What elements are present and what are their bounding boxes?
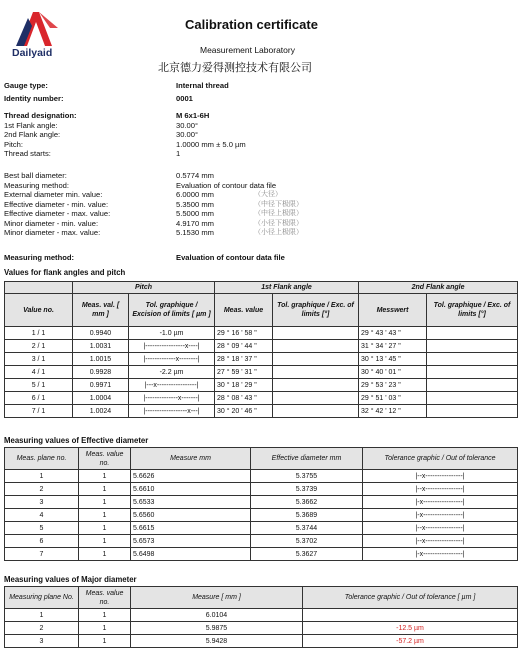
- effective-cell: 5.3702: [251, 535, 363, 548]
- flank-cell: [427, 379, 518, 392]
- company-name: 北京德力爱得测控技术有限公司: [158, 61, 312, 74]
- flank-table: [4, 281, 518, 418]
- effective-cell: 1: [79, 535, 131, 548]
- flank-col-header: Tol. graphique / Exc. of limits [°]: [273, 294, 359, 327]
- effective-cell: 1: [79, 522, 131, 535]
- table-row: [5, 622, 518, 635]
- effective-cell: 5.6610: [131, 483, 251, 496]
- flank-cell: [273, 379, 359, 392]
- major-col-header: Tolerance graphic / Out of tolerance [ µm ]: [303, 587, 518, 609]
- info-label: External diameter min. value:: [4, 190, 103, 199]
- flank-cell: [273, 405, 359, 418]
- effective-cell: 1: [79, 496, 131, 509]
- flank-cell: 1.0015: [73, 353, 129, 366]
- effective-cell: 1: [79, 509, 131, 522]
- effective-cell: 2: [5, 483, 79, 496]
- flank-cell: [273, 340, 359, 353]
- logo-name: Dailyaid: [12, 47, 53, 59]
- info-value: 0001: [176, 94, 193, 103]
- effective-cell: 5: [5, 522, 79, 535]
- effective-cell: 5.6533: [131, 496, 251, 509]
- table-row: [5, 509, 518, 522]
- info-row: [4, 149, 514, 160]
- flank-cell: 1 / 1: [5, 327, 73, 340]
- major-cell: [303, 609, 518, 622]
- flank-cell: |---x-----------------|: [129, 379, 215, 392]
- flank-col-header: Meas. val. [ mm ]: [73, 294, 129, 327]
- effective-cell: 3: [5, 496, 79, 509]
- table-row: [5, 405, 518, 418]
- effective-cell: |--x----------------|: [363, 470, 518, 483]
- effective-cell: 5.6498: [131, 548, 251, 561]
- major-cell: 1: [5, 609, 79, 622]
- flank-col-header: Meas. value: [215, 294, 273, 327]
- major-cell: 1: [79, 635, 131, 648]
- major-cell: 5.9875: [131, 622, 303, 635]
- flank-cell: [273, 392, 359, 405]
- flank-cell: [427, 340, 518, 353]
- table-row: [5, 483, 518, 496]
- major-col-header: Measuring plane No.: [5, 587, 79, 609]
- info-value: 5.1530 mm: [176, 228, 214, 237]
- flank-blank-head: [5, 282, 73, 294]
- effective-cell: 5.3744: [251, 522, 363, 535]
- effective-cell: |--x----------------|: [363, 522, 518, 535]
- info-note: （中径上极限）: [254, 210, 303, 217]
- effective-cell: 5.3755: [251, 470, 363, 483]
- logo-mark-icon: [6, 6, 66, 48]
- effective-cell: 1: [79, 548, 131, 561]
- table-row: [5, 548, 518, 561]
- info-value: 5.5000 mm: [176, 209, 214, 218]
- effective-cell: 6: [5, 535, 79, 548]
- flank-cell: 1.0004: [73, 392, 129, 405]
- pitch-group-header: Pitch: [73, 282, 215, 294]
- effective-cell: 1: [5, 470, 79, 483]
- effective-cell: 1: [79, 470, 131, 483]
- flank-cell: [427, 327, 518, 340]
- info-row: [4, 81, 514, 92]
- effective-cell: 5.3627: [251, 548, 363, 561]
- info-label: Measuring method:: [4, 253, 75, 262]
- major-cell: 2: [5, 622, 79, 635]
- flank-cell: 30 ° 20 ' 46 ": [215, 405, 273, 418]
- effective-col-header: Meas. plane no.: [5, 448, 79, 470]
- info-label: Best ball diameter:: [4, 171, 67, 180]
- table-row: [5, 392, 518, 405]
- flank-cell: |-----------------x----|: [129, 340, 215, 353]
- info-label: Gauge type:: [4, 81, 48, 90]
- table-row: [5, 535, 518, 548]
- effective-cell: |-x-----------------|: [363, 509, 518, 522]
- effective-table: [4, 447, 518, 561]
- flank-cell: 6 / 1: [5, 392, 73, 405]
- info-value: 6.0000 mm: [176, 190, 214, 199]
- info-value: Evaluation of contour data file: [176, 180, 277, 190]
- info-label: Minor diameter - min. value:: [4, 218, 99, 228]
- effective-cell: 5.6626: [131, 470, 251, 483]
- flank-cell: 1.0031: [73, 340, 129, 353]
- flank-cell: |-------------x--------|: [129, 353, 215, 366]
- effective-cell: |--x----------------|: [363, 535, 518, 548]
- table-row: [5, 470, 518, 483]
- effective-cell: 5.6560: [131, 509, 251, 522]
- flank-cell: 29 ° 16 ' 58 ": [215, 327, 273, 340]
- info-note: （小径下极限）: [254, 219, 303, 227]
- flank-col-header: Tol. graphique / Exc. of limits [°]: [427, 294, 518, 327]
- major-cell: 1: [79, 622, 131, 635]
- info-label: Effective diameter - max. value:: [4, 209, 111, 218]
- flank-col-header: Messwert: [359, 294, 427, 327]
- flank-cell: [273, 353, 359, 366]
- flank-cell: 5 / 1: [5, 379, 73, 392]
- info-row: [4, 228, 514, 239]
- info-value: 4.9170 mm: [176, 218, 214, 228]
- effective-cell: 5.6573: [131, 535, 251, 548]
- flank-cell: |------------------x---|: [129, 405, 215, 418]
- major-col-header: Measure [ mm ]: [131, 587, 303, 609]
- info-value: Internal thread: [176, 81, 229, 90]
- info-label: Pitch:: [4, 139, 23, 149]
- flank-cell: 30 ° 40 ' 01 ": [359, 366, 427, 379]
- flank-cell: 27 ° 59 ' 31 ": [215, 366, 273, 379]
- effective-col-header: Measure mm: [131, 448, 251, 470]
- flank-cell: |--------------x-------|: [129, 392, 215, 405]
- flank-cell: 28 ° 09 ' 44 ": [215, 340, 273, 353]
- effective-col-header: Effective diameter mm: [251, 448, 363, 470]
- table-row: [5, 635, 518, 648]
- flank-cell: 29 ° 51 ' 03 ": [359, 392, 427, 405]
- flank-cell: -1.0 µm: [129, 327, 215, 340]
- info-label: 1st Flank angle:: [4, 120, 58, 130]
- flank-cell: 29 ° 43 ' 43 ": [359, 327, 427, 340]
- flank-col-header: Tol. graphique / Excision of limits [ µm ]: [129, 294, 215, 327]
- info-value: M 6x1-6H: [176, 111, 210, 120]
- flank-cell: 32 ° 42 ' 12 ": [359, 405, 427, 418]
- flank-cell: 2 / 1: [5, 340, 73, 353]
- effective-cell: 4: [5, 509, 79, 522]
- effective-cell: |-x-----------------|: [363, 496, 518, 509]
- info-note: （大径）: [254, 191, 282, 198]
- flank-cell: 0.9940: [73, 327, 129, 340]
- effective-cell: |-x-----------------|: [363, 548, 518, 561]
- flank-cell: -2.2 µm: [129, 366, 215, 379]
- effective-col-header: Meas. value no.: [79, 448, 131, 470]
- flank-cell: 4 / 1: [5, 366, 73, 379]
- effective-cell: 7: [5, 548, 79, 561]
- major-cell: -57.2 µm: [303, 635, 518, 648]
- flank-cell: [273, 366, 359, 379]
- info-value: 30.00°: [176, 120, 199, 130]
- info-label: Effective diameter - min. value:: [4, 199, 109, 209]
- flank-cell: 30 ° 13 ' 45 ": [359, 353, 427, 366]
- table-row: [5, 366, 518, 379]
- table-row: [5, 609, 518, 622]
- flank1-group-header: 1st Flank angle: [215, 282, 359, 294]
- flank-cell: 28 ° 18 ' 37 ": [215, 353, 273, 366]
- flank-cell: 30 ° 18 ' 29 ": [215, 379, 273, 392]
- table-row: [5, 379, 518, 392]
- info-note: （小径上极限）: [254, 229, 303, 236]
- effective-cell: |--x----------------|: [363, 483, 518, 496]
- effective-cell: 5.6615: [131, 522, 251, 535]
- flank-cell: [427, 366, 518, 379]
- lab-subtitle: Measurement Laboratory: [200, 45, 295, 55]
- effective-cell: 1: [79, 483, 131, 496]
- info-row: [4, 253, 514, 264]
- table-row: [5, 327, 518, 340]
- info-label: Measuring method:: [4, 180, 70, 190]
- effective-cell: 5.3662: [251, 496, 363, 509]
- flank-section-title: Values for flank angles and pitch: [4, 268, 126, 277]
- info-value: 1.0000 mm ± 5.0 µm: [176, 139, 246, 149]
- flank-cell: 1.0024: [73, 405, 129, 418]
- effective-cell: 5.3739: [251, 483, 363, 496]
- info-label: Identity number:: [4, 94, 64, 103]
- info-value: 30.00°: [176, 130, 199, 139]
- flank-cell: [427, 353, 518, 366]
- major-section-title: Measuring values of Major diameter: [4, 575, 137, 584]
- table-row: [5, 496, 518, 509]
- flank-cell: [427, 392, 518, 405]
- info-row: [4, 94, 514, 105]
- info-value: 1: [176, 149, 181, 158]
- info-label: 2nd Flank angle:: [4, 130, 61, 139]
- major-cell: -12.5 µm: [303, 622, 518, 635]
- flank-cell: 28 ° 08 ' 43 ": [215, 392, 273, 405]
- info-label: Minor diameter - max. value:: [4, 228, 101, 237]
- flank-cell: [273, 327, 359, 340]
- major-cell: 1: [79, 609, 131, 622]
- major-cell: 6.0104: [131, 609, 303, 622]
- flank-cell: 0.9928: [73, 366, 129, 379]
- info-label: Thread designation:: [4, 111, 77, 120]
- info-label: Thread starts:: [4, 149, 51, 158]
- flank-cell: 3 / 1: [5, 353, 73, 366]
- flank-cell: 7 / 1: [5, 405, 73, 418]
- logo: [6, 6, 66, 60]
- effective-cell: 5.3689: [251, 509, 363, 522]
- info-value: Evaluation of contour data file: [176, 253, 285, 262]
- table-row: [5, 522, 518, 535]
- major-cell: 5.9428: [131, 635, 303, 648]
- major-col-header: Meas. value no.: [79, 587, 131, 609]
- certificate-title: Calibration certificate: [185, 17, 318, 32]
- major-cell: 3: [5, 635, 79, 648]
- flank-cell: 29 ° 53 ' 23 ": [359, 379, 427, 392]
- flank-cell: 31 ° 34 ' 27 ": [359, 340, 427, 353]
- info-note: （中径下极限）: [254, 200, 303, 208]
- info-value: 0.5774 mm: [176, 171, 214, 180]
- flank2-group-header: 2nd Flank angle: [359, 282, 518, 294]
- effective-col-header: Tolerance graphic / Out of tolerance: [363, 448, 518, 470]
- flank-cell: 0.9971: [73, 379, 129, 392]
- table-row: [5, 353, 518, 366]
- major-table: [4, 586, 518, 648]
- info-value: 5.3500 mm: [176, 199, 214, 209]
- flank-cell: [427, 405, 518, 418]
- table-row: [5, 340, 518, 353]
- effective-section-title: Measuring values of Effective diameter: [4, 436, 149, 445]
- flank-col-header: Value no.: [5, 294, 73, 327]
